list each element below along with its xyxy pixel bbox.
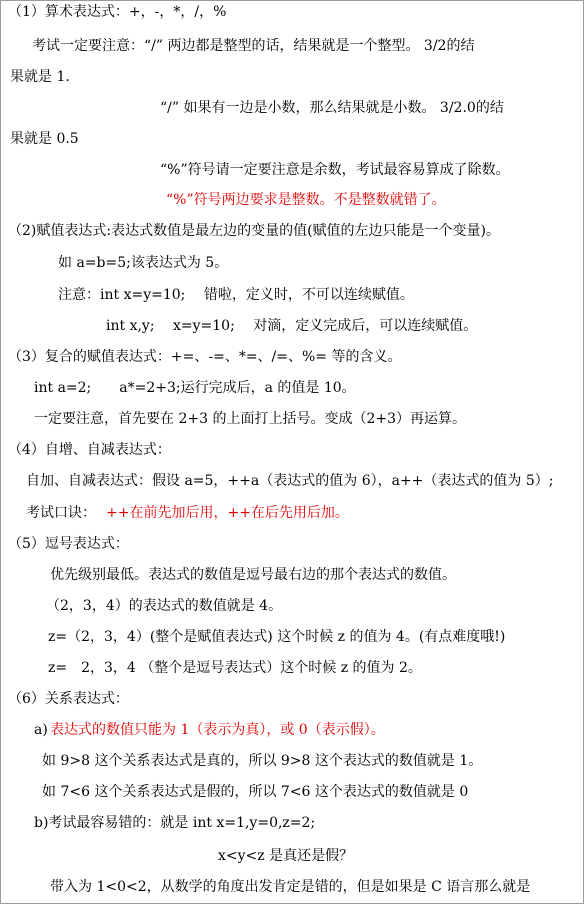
text-line: 注意：int x=y=10; 错啦，定义时，不可以连续赋值。 [58,287,414,303]
text-line: 带入为 1<0<2，从数学的角度出发肯定是错的，但是如果是 C 语言那么就是 [50,879,531,895]
text-line: “%”符号两边要求是整数。不是整数就错了。 [166,192,446,208]
text-line: 如 7<6 这个关系表达式是假的，所以 7<6 这个表达式的数值就是 0 [42,784,469,800]
text-line: z=（2，3，4）(整个是赋值表达式) 这个时候 z 的值为 4。(有点难度哦!) [48,629,506,645]
text-line: 考试口诀： [26,505,96,521]
text-line: 自加、自减表达式：假设 a=5，++a（表达式的值为 6），a++（表达式的值为 5）; [26,473,554,489]
text-line: “/” 如果有一边是小数，那么结果就是小数。 3/2.0的结 [160,100,504,116]
text-line: （6）关系表达式： [8,691,129,707]
text-line: 一定要注意，首先要在 2+3 的上面打上括号。变成（2+3）再运算。 [34,411,466,427]
text-line: 表达式的数值只能为 1（表示为真），或 0（表示假）。 [50,722,385,738]
text-line: a) [34,722,48,738]
text-line: （2，3，4）的表达式的数值就是 4。 [46,598,283,614]
text-line: 如 a=b=5;该表达式为 5。 [58,255,229,271]
text-line: “%”符号请一定要注意是余数，考试最容易算成了除数。 [160,162,510,178]
text-line: 考试一定要注意：“/” 两边都是整型的话，结果就是一个整型。 3/2的结 [32,38,475,54]
text-line: （2)赋值表达式:表达式数值是最左边的变量的值(赋值的左边只能是一个变量)。 [8,223,501,239]
text-line: int x,y; x=y=10; 对滴，定义完成后，可以连续赋值。 [106,318,478,334]
text-line: b)考试最容易错的：就是 int x=1,y=0,z=2; [34,815,316,831]
text-line: （3）复合的赋值表达式：+=、-=、*=、/=、%= 等的含义。 [8,349,402,365]
text-line: x<y<z 是真还是假？ [218,848,354,864]
text-line: int a=2; a*=2+3;运行完成后，a 的值是 10。 [34,380,356,396]
text-line: 如 9>8 这个关系表达式是真的，所以 9>8 这个表达式的数值就是 1。 [42,753,483,769]
text-line: ++在前先加后用，++在后先用后加。 [106,505,349,521]
text-line: z= 2，3，4 （整个是逗号表达式）这个时候 z 的值为 2。 [48,660,422,676]
text-line: 优先级别最低。表达式的数值是逗号最右边的那个表达式的数值。 [50,567,456,583]
text-line: 果就是 1. [10,69,70,85]
text-line: （4）自增、自减表达式： [8,442,171,458]
text-line: （1）算术表达式：+，-，*，/，% [8,4,227,20]
text-line: （5）逗号表达式： [8,536,129,552]
text-line: 果就是 0.5 [10,131,79,147]
